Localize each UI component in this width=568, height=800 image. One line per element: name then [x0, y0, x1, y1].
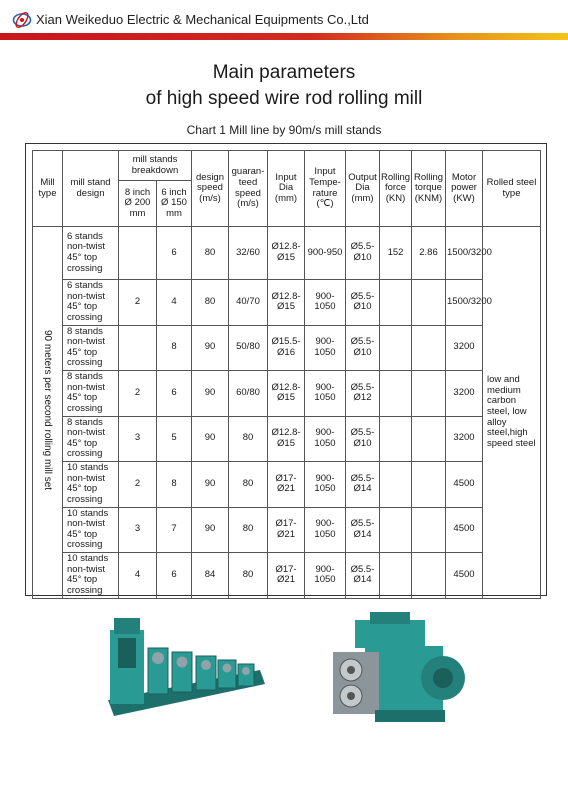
rolling-torque-cell: 2.86 — [412, 227, 446, 280]
guaranteed-speed-cell: 80 — [229, 553, 268, 599]
motor-power-cell: 4500 — [446, 462, 483, 508]
mill-stand-design-cell: 6 stands non-twist 45° top crossing — [63, 280, 119, 326]
input-temperature-cell: 900-1050 — [305, 416, 346, 462]
mill-stand-design-cell: 8 stands non-twist 45° top crossing — [63, 416, 119, 462]
header-motor-power: Motor power (KW) — [446, 151, 483, 227]
inch8-count-cell — [119, 227, 157, 280]
rolling-force-cell — [380, 462, 412, 508]
page-title-line1: Main parameters — [212, 62, 356, 83]
design-speed-cell: 90 — [192, 462, 229, 508]
header-6-inch: 6 inch Ø 150 mm — [157, 181, 192, 227]
design-speed-cell: 84 — [192, 553, 229, 599]
inch8-count-cell: 2 — [119, 462, 157, 508]
company-name: Xian Weikeduo Electric & Mechanical Equipments Co.,Ltd — [36, 12, 369, 27]
header-stands-breakdown: mill stands breakdown — [119, 151, 192, 181]
chart-caption: Chart 1 Mill line by 90m/s mill stands — [186, 123, 382, 137]
rolling-mill-photo — [100, 612, 270, 722]
rolling-force-cell — [380, 553, 412, 599]
page-title-line2: of high speed wire rod rolling mill — [145, 88, 423, 109]
mill-type-cell — [33, 227, 63, 599]
motor-power-cell: 1500/3200 — [446, 280, 483, 326]
output-dia-cell: Ø5.5-Ø10 — [346, 280, 380, 326]
header-rolling-torque: Rolling torque (KNM) — [412, 151, 446, 227]
page-header — [0, 0, 568, 44]
motor-power-cell: 3200 — [446, 325, 483, 371]
motor-power-cell: 4500 — [446, 553, 483, 599]
rolling-torque-cell — [412, 553, 446, 599]
inch6-count-cell: 6 — [157, 553, 192, 599]
mill-stand-design-cell: 8 stands non-twist 45° top crossing — [63, 325, 119, 371]
table-row — [33, 325, 541, 371]
header-input-temperature: Input Tempe-rature (℃) — [305, 151, 346, 227]
company-logo-icon — [12, 9, 32, 29]
input-temperature-cell: 900-1050 — [305, 325, 346, 371]
output-dia-cell: Ø5.5-Ø14 — [346, 462, 380, 508]
inch6-count-cell: 4 — [157, 280, 192, 326]
guaranteed-speed-cell: 60/80 — [229, 371, 268, 417]
table-row — [33, 280, 541, 326]
design-speed-cell: 90 — [192, 416, 229, 462]
input-dia-cell: Ø12.8-Ø15 — [268, 227, 305, 280]
rolling-torque-cell — [412, 507, 446, 553]
rolled-steel-type-cell: low and medium carbon steel, low alloy steel,high speed steel — [483, 227, 541, 599]
motor-power-cell: 1500/3200 — [446, 227, 483, 280]
inch6-count-cell: 6 — [157, 227, 192, 280]
table-row — [33, 227, 541, 280]
rolling-torque-cell — [412, 325, 446, 371]
header-rolling-force: Rolling force (KN) — [380, 151, 412, 227]
rolling-force-cell: 152 — [380, 227, 412, 280]
output-dia-cell: Ø5.5-Ø14 — [346, 507, 380, 553]
table-header-row — [33, 151, 541, 181]
guaranteed-speed-cell: 80 — [229, 507, 268, 553]
input-dia-cell: Ø15.5-Ø16 — [268, 325, 305, 371]
header-rolled-steel: Rolled steel type — [483, 151, 541, 227]
input-temperature-cell: 900-1050 — [305, 371, 346, 417]
design-speed-cell: 90 — [192, 507, 229, 553]
inch6-count-cell: 8 — [157, 462, 192, 508]
mill-stand-design-cell: 10 stands non-twist 45° top crossing — [63, 553, 119, 599]
mill-type-label: 90 meters per second rolling mill set — [42, 330, 54, 491]
header-mill-type: Mill type — [33, 151, 63, 227]
rolling-force-cell — [380, 325, 412, 371]
guaranteed-speed-cell: 80 — [229, 462, 268, 508]
guaranteed-speed-cell: 32/60 — [229, 227, 268, 280]
input-temperature-cell: 900-950 — [305, 227, 346, 280]
motor-power-cell: 3200 — [446, 416, 483, 462]
table-row — [33, 507, 541, 553]
inch8-count-cell: 2 — [119, 371, 157, 417]
roll-stand-photo — [315, 612, 470, 730]
table-row — [33, 553, 541, 599]
inch6-count-cell: 7 — [157, 507, 192, 553]
inch6-count-cell: 5 — [157, 416, 192, 462]
rolling-force-cell — [380, 280, 412, 326]
input-temperature-cell: 900-1050 — [305, 462, 346, 508]
rolling-torque-cell — [412, 280, 446, 326]
input-dia-cell: Ø17-Ø21 — [268, 462, 305, 508]
design-speed-cell: 90 — [192, 371, 229, 417]
rolling-force-cell — [380, 416, 412, 462]
header-output-dia: Output Dia (mm) — [346, 151, 380, 227]
motor-power-cell: 4500 — [446, 507, 483, 553]
inch6-count-cell: 6 — [157, 371, 192, 417]
output-dia-cell: Ø5.5-Ø10 — [346, 227, 380, 280]
header-guaranteed-speed: guaran-teed speed (m/s) — [229, 151, 268, 227]
header-accent-bar — [0, 33, 568, 40]
inch8-count-cell — [119, 325, 157, 371]
output-dia-cell: Ø5.5-Ø10 — [346, 325, 380, 371]
input-dia-cell: Ø12.8-Ø15 — [268, 416, 305, 462]
inch8-count-cell: 2 — [119, 280, 157, 326]
input-dia-cell: Ø12.8-Ø15 — [268, 371, 305, 417]
mill-stand-design-cell: 6 stands non-twist 45° top crossing — [63, 227, 119, 280]
input-dia-cell: Ø12.8-Ø15 — [268, 280, 305, 326]
table-row — [33, 371, 541, 417]
guaranteed-speed-cell: 50/80 — [229, 325, 268, 371]
header-mill-stand-design: mill stand design — [63, 151, 119, 227]
mill-stand-design-cell: 10 stands non-twist 45° top crossing — [63, 462, 119, 508]
output-dia-cell: Ø5.5-Ø14 — [346, 553, 380, 599]
table-body — [33, 227, 541, 599]
mill-stand-design-cell: 10 stands non-twist 45° top crossing — [63, 507, 119, 553]
output-dia-cell: Ø5.5-Ø10 — [346, 416, 380, 462]
inch6-count-cell: 8 — [157, 325, 192, 371]
rolling-force-cell — [380, 507, 412, 553]
table-row — [33, 462, 541, 508]
table-row — [33, 416, 541, 462]
motor-power-cell: 3200 — [446, 371, 483, 417]
rolling-force-cell — [380, 371, 412, 417]
rolling-torque-cell — [412, 371, 446, 417]
rolling-torque-cell — [412, 462, 446, 508]
header-design-speed: design speed (m/s) — [192, 151, 229, 227]
input-dia-cell: Ø17-Ø21 — [268, 507, 305, 553]
rolling-torque-cell — [412, 416, 446, 462]
design-speed-cell: 90 — [192, 325, 229, 371]
design-speed-cell: 80 — [192, 280, 229, 326]
output-dia-cell: Ø5.5-Ø12 — [346, 371, 380, 417]
header-8-inch: 8 inch Ø 200 mm — [119, 181, 157, 227]
input-temperature-cell: 900-1050 — [305, 280, 346, 326]
inch8-count-cell: 3 — [119, 507, 157, 553]
input-temperature-cell: 900-1050 — [305, 507, 346, 553]
input-temperature-cell: 900-1050 — [305, 553, 346, 599]
input-dia-cell: Ø17-Ø21 — [268, 553, 305, 599]
mill-stand-design-cell: 8 stands non-twist 45° top crossing — [63, 371, 119, 417]
design-speed-cell: 80 — [192, 227, 229, 280]
header-input-dia: Input Dia (mm) — [268, 151, 305, 227]
inch8-count-cell: 4 — [119, 553, 157, 599]
parameters-table — [32, 150, 541, 599]
inch8-count-cell: 3 — [119, 416, 157, 462]
guaranteed-speed-cell: 80 — [229, 416, 268, 462]
guaranteed-speed-cell: 40/70 — [229, 280, 268, 326]
